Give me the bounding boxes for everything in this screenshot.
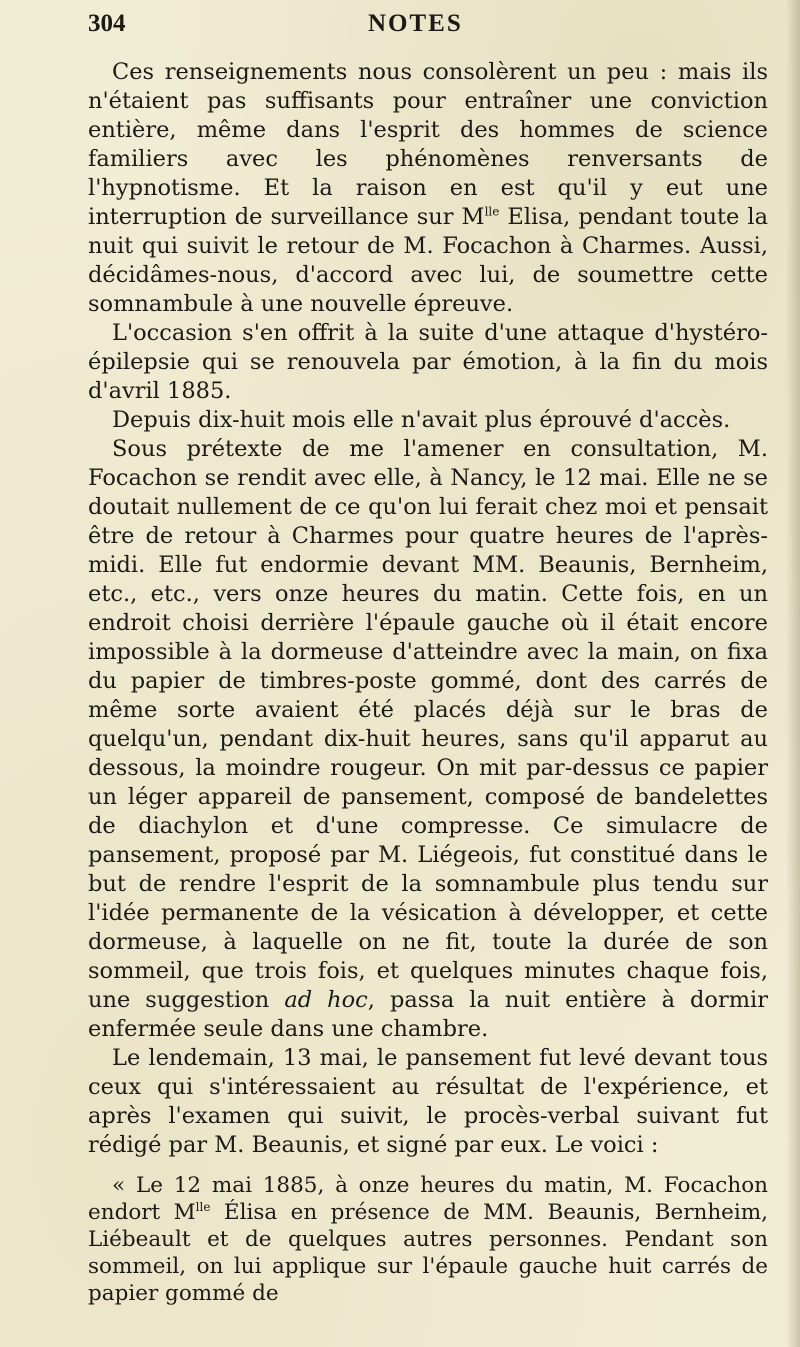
quote-superscript: lle (195, 1199, 211, 1214)
quote-text-a: « Le 12 mai 1885, à onze heures du matin, M. Focachon endort M (88, 1173, 768, 1225)
paragraph-2: L'occasion s'en offrit à la suite d'une attaque d'hystéro-épilepsie qui se renouvela par émotion, à la fin du mois d'avril 1885. (88, 320, 768, 404)
paragraph-4-text-b: , passa la nuit entière à dormir enfermée seule dans une chambre. (88, 987, 768, 1042)
quote-text-b: Élisa en présence de MM. Beaunis, Bernheim, Liébeault et de quelques autres personnes. Pendant son sommeil, on lui applique sur l'épaule gauche huit carrés de papier gommé de (88, 1200, 768, 1306)
running-head (88, 10, 768, 50)
page-edge-shadow (786, 0, 800, 1347)
paragraph-4-italic: ad hoc (284, 987, 368, 1013)
paragraph-1-superscript: lle (484, 204, 500, 219)
body-text (88, 58, 768, 1307)
paragraph-1-text-b: Elisa, pendant toute la nuit qui suivit le retour de M. Focachon à Charmes. Aussi, décidâmes-nous, d'accord avec lui, de soumettre cette somnambule à une nouvelle épreuve. (88, 204, 768, 317)
paragraph-5: Le lendemain, 13 mai, le pansement fut levé devant tous ceux qui s'intéressaient au résultat de l'expérience, et après l'examen qui suivit, le procès-verbal suivant fut rédigé par M. Beaunis, et signé par eux. Le voici : (88, 1045, 768, 1158)
running-title: NOTES (368, 10, 463, 37)
paragraph-4 (88, 435, 768, 1044)
procès-verbal-quote (88, 1172, 768, 1307)
paragraph-1-text-a: Ces renseignements nous consolèrent un peu : mais ils n'étaient pas suffisants pour entraîner une conviction entière, même dans l'esprit des hommes de science familiers avec les phénomènes renversants de l'hypnotisme. Et la raison en est qu'il y eut une interruption de surveillance sur M (88, 59, 768, 230)
page-number: 304 (88, 10, 126, 37)
paragraph-4-text-a: Sous prétexte de me l'amener en consultation, M. Focachon se rendit avec elle, à Nancy, le 12 mai. Elle ne se doutait nullement de ce qu'on lui ferait chez moi et pensait être de retour à Charmes pour quatre heures de l'après-midi. Elle fut endormie devant MM. Beaunis, Bernheim, etc., etc., vers onze heures du matin. Cette fois, en un endroit choisi derrière l'épaule gauche où il était encore impossible à la dormeuse d'atteindre avec la main, on fixa du papier de timbres-poste gommé, dont des carrés de même sorte avaient été placés déjà sur le bras de quelqu'un, pendant dix-huit heures, sans qu'il apparut au dessous, la moindre rougeur. On mit par-dessus ce papier un léger appareil de pansement, composé de bandelettes de diachylon et d'une compresse. Ce simulacre de pansement, proposé par M. Liégeois, fut constitué dans le but de rendre l'esprit de la somnambule plus tendu sur l'idée permanente de la vésication à développer, et cette dormeuse, à laquelle on ne fit, toute la durée de son sommeil, que trois fois, et quelques minutes chaque fois, une suggestion (88, 436, 768, 1013)
paragraph-1 (88, 58, 768, 319)
paragraph-3: Depuis dix-huit mois elle n'avait plus éprouvé d'accès. (112, 407, 731, 433)
